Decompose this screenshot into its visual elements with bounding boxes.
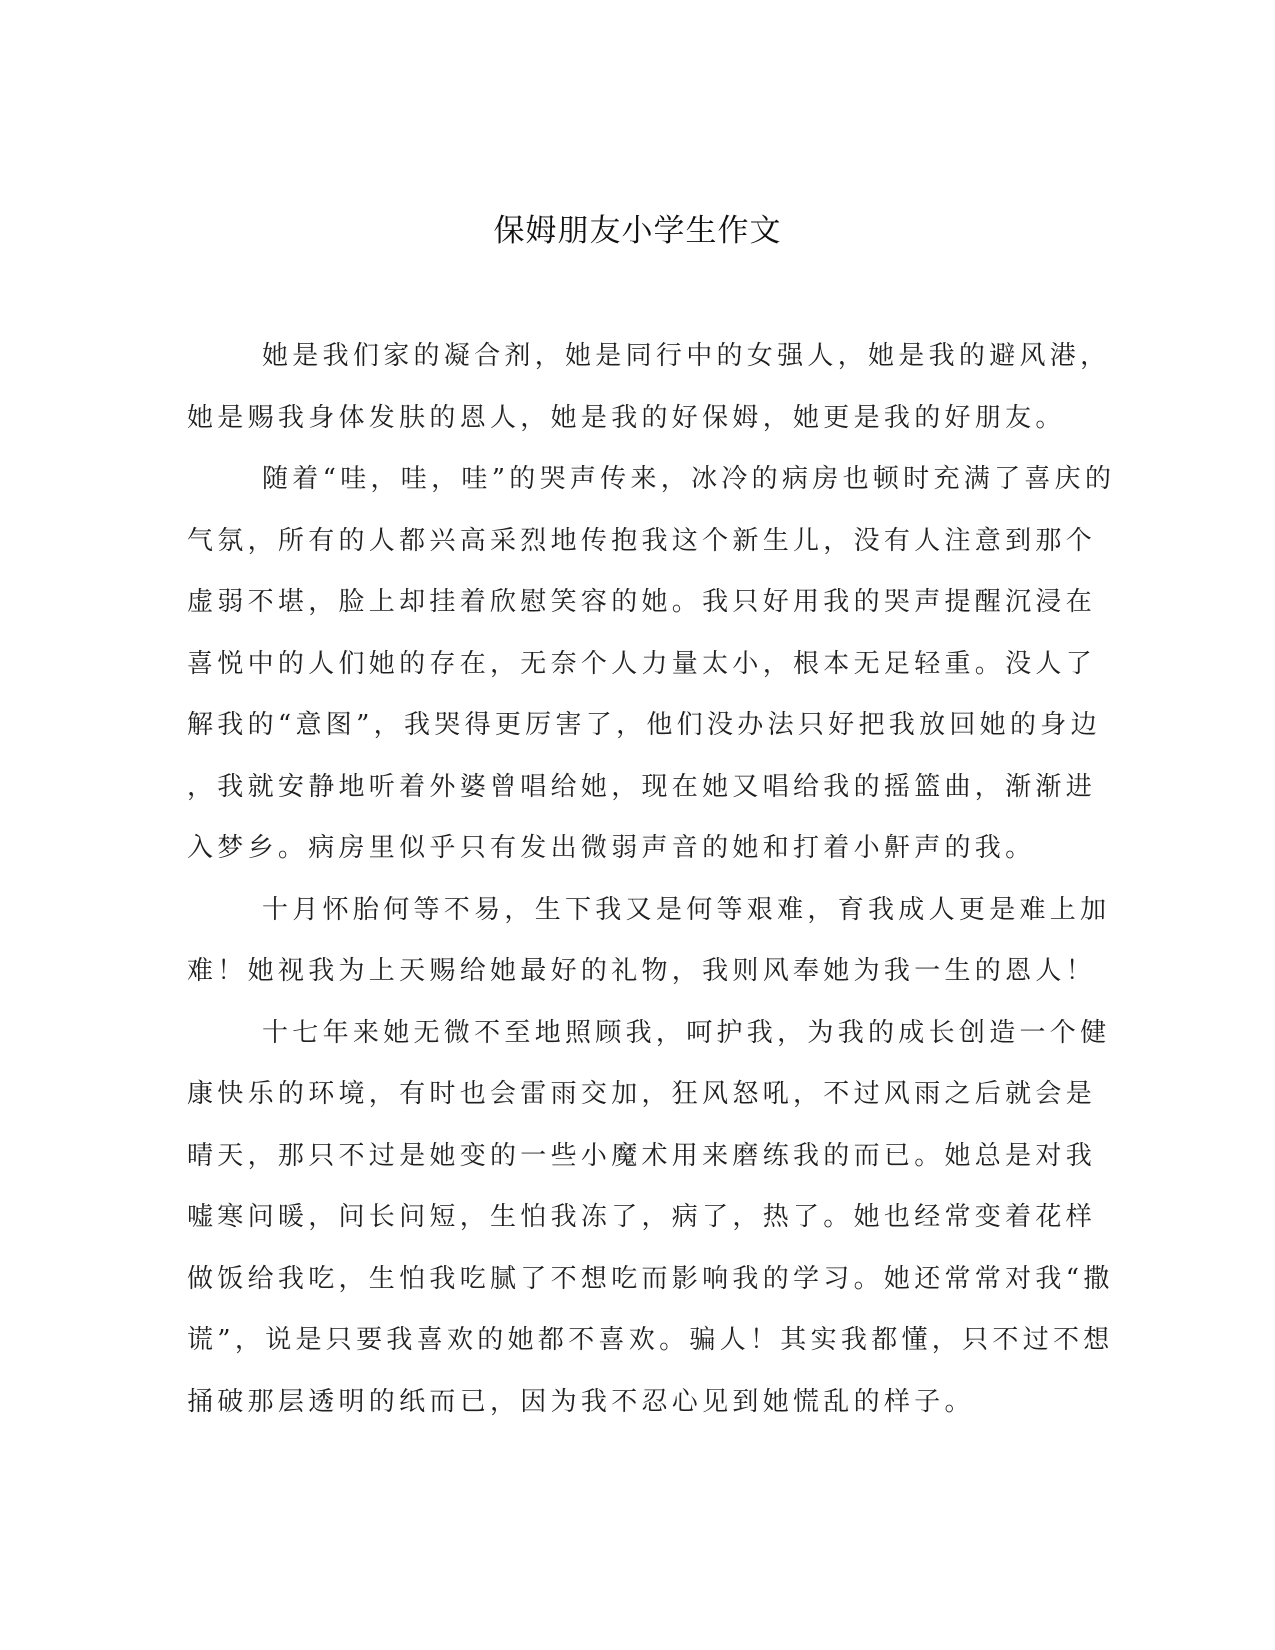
paragraph-3: [187, 880, 1111, 1003]
text-line: ，我就安静地听着外婆曾唱给她，现在她又唱给我的摇篮曲，渐渐进: [187, 771, 1097, 802]
text-line: 解我的“意图”，我哭得更厉害了，他们没办法只好把我放回她的身边: [187, 710, 1101, 740]
text-line: 气氛，所有的人都兴高采烈地传抱我这个新生儿，没有人注意到那个: [187, 525, 1097, 556]
text-line: 虚弱不堪，脸上却挂着欣慰笑容的她。我只好用我的哭声提醒沉浸在: [187, 587, 1097, 617]
text-line: 嘘寒问暖，问长问短，生怕我冻了，病了，热了。她也经常变着花样: [187, 1202, 1097, 1232]
text-line: 做饭给我吃，生怕我吃腻了不想吃而影响我的学习。她还常常对我“撒: [187, 1263, 1114, 1294]
text-line: 喜悦中的人们她的存在，无奈个人力量太小，根本无足轻重。没人了: [187, 648, 1097, 679]
text-line: 康快乐的环境，有时也会雷雨交加，狂风怒吼，不过风雨之后就会是: [187, 1079, 1097, 1109]
document-body: [187, 326, 1116, 1433]
text-line: 难！她视我为上天赐给她最好的礼物，我则风奉她为我一生的恩人！: [187, 956, 1097, 986]
text-line: 十月怀胎何等不易，生下我又是何等艰难，育我成人更是难上加: [262, 894, 1111, 925]
text-line: 随着“哇，哇，哇”的哭声传来，冰冷的病房也顿时充满了喜庆的: [262, 464, 1116, 494]
paragraph-2: [187, 449, 1116, 880]
text-line: 晴天，那只不过是她变的一些小魔术用来磨练我的而已。她总是对我: [187, 1140, 1097, 1171]
text-line: 她是我们家的凝合剂，她是同行中的女强人，她是我的避风港，: [262, 341, 1111, 371]
paragraph-1: [187, 326, 1111, 449]
paragraph-4: [187, 1003, 1114, 1434]
text-line: 谎”，说是只要我喜欢的她都不喜欢。骗人！其实我都懂，只不过不想: [187, 1325, 1114, 1355]
document-title: 保姆朋友小学生作文: [493, 213, 782, 249]
text-line: 十七年来她无微不至地照顾我，呵护我，为我的成长创造一个健: [262, 1017, 1111, 1048]
text-line: 入梦乡。病房里似乎只有发出微弱声音的她和打着小鼾声的我。: [187, 833, 1036, 863]
text-line: 她是赐我身体发肤的恩人，她是我的好保姆，她更是我的好朋友。: [187, 402, 1066, 433]
text-line: 捅破那层透明的纸而已，因为我不忍心见到她慌乱的样子。: [187, 1386, 975, 1417]
